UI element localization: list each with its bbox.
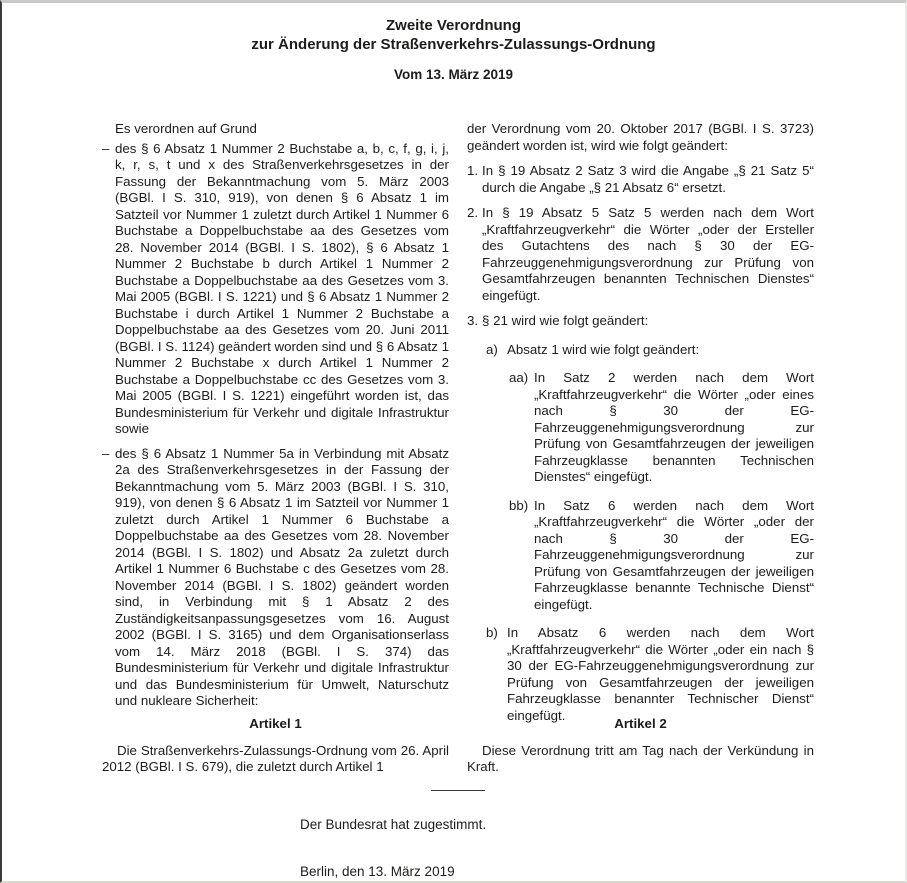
bundesrat-assent-line: Der Bundesrat hat zugestimmt. bbox=[300, 817, 487, 832]
list-item-dash-2 bbox=[102, 446, 449, 710]
item-marker: bb) bbox=[509, 497, 529, 513]
list-item-text: des § 6 Absatz 1 Nummer 5a in Verbindung mit Absatz 2a des Straßenverkehrsgesetzes in der Fassung der Bekanntmachung vom 5. März 2003 (BGBl. I S. 310, 919), von denen § 6 Absatz 1 im Satzteil vor Nummer 1 zuletzt durch Artikel 1 Nummer 6 Buchstabe a Doppelbuchstabe aa des Gesetzes vom 28. November 2014 (BGBl. I S. 1802) und Absatz 2a zuletzt durch Artikel 1 Nummer 6 Buchstabe c des Gesetzes vom 28. November 2014 (BGBl. I S. 1802) geändert worden sind, in Verbindung mit § 1 Absatz 2 des Zuständigkeitsanpassungsgesetzes vom 16. August 2002 (BGBl. I S. 3165) und dem Organisationserlass vom 14. März 2018 (BGBl. I S. 374) das Bundesministerium für Verkehr und digitale Infrastruktur und das Bundesministerium für Umwelt, Naturschutz und nukleare Sicherheit: bbox=[115, 445, 449, 708]
item-marker: b) bbox=[486, 625, 498, 640]
list-item-text: In § 19 Absatz 5 Satz 5 werden nach dem Wort „Kraftfahrzeugverkehr“ die Wörter „oder der Ersteller des Gutachtens des nach § 30 der EG-Fahrzeuggenehmigungsverordnung zur Prüfung von Gesamtfahrzeugen benannten Technischen Dienstes“ eingefügt. bbox=[482, 205, 814, 303]
list-item-text: In Absatz 6 werden nach dem Wort „Kraftfahrzeugverkehr“ die Wörter „oder ein nach § 30 der EG-Fahrzeuggenehmigungsverordnung zur Prüfung von Gesamtfahrzeugen der jeweiligen Fahrzeugklasse benannter Technischer Dienst“ eingefügt. bbox=[507, 625, 814, 723]
intro-paragraph: Es verordnen auf Grund bbox=[115, 121, 257, 136]
page-title bbox=[2, 16, 905, 54]
article-2-text: Diese Verordnung tritt am Tag nach der Verkündung in Kraft. bbox=[467, 742, 814, 774]
title-line-2: zur Änderung der Straßenverkehrs-Zulassungs-Ordnung bbox=[251, 36, 656, 53]
numbered-item-2 bbox=[467, 205, 814, 304]
list-item-text: In § 19 Absatz 2 Satz 3 wird die Angabe „§ 21 Satz 5“ durch die Angabe „§ 21 Absatz 6“ ersetzt. bbox=[482, 163, 814, 195]
continuation-paragraph: der Verordnung vom 20. Oktober 2017 (BGBl. I S. 3723) geändert worden ist, wird wie folgt geändert: bbox=[467, 121, 814, 153]
list-item-text: § 21 wird wie folgt geändert: bbox=[482, 313, 649, 328]
sub-sub-item-aa bbox=[509, 370, 814, 486]
article-1-block bbox=[102, 716, 449, 776]
article-1-text: Die Straßenverkehrs-Zulassungs-Ordnung vom 26. April 2012 (BGBl. I S. 679), die zuletzt durch Artikel 1 bbox=[102, 742, 449, 774]
numbered-item-1 bbox=[467, 163, 814, 196]
list-item-text: In Satz 2 werden nach dem Wort „Kraftfahrzeugverkehr“ die Wörter „oder eines nach § 30 der EG-Fahrzeuggenehmigungsverordnung zur Prüfung von Gesamtfahrzeugen der jeweiligen Fahrzeugklasse benannten Technischen Dienstes“ eingefügt. bbox=[534, 370, 814, 484]
sub-item-a bbox=[486, 342, 814, 359]
item-marker: 2. bbox=[467, 205, 479, 220]
item-marker: 1. bbox=[467, 163, 479, 178]
footer-separator-rule bbox=[431, 790, 485, 791]
sub-sub-item-bb bbox=[509, 498, 814, 614]
left-column bbox=[102, 121, 449, 724]
numbered-item-3 bbox=[467, 313, 814, 330]
place-date-line: Berlin, den 13. März 2019 bbox=[300, 864, 455, 879]
two-column-body bbox=[102, 121, 814, 724]
right-column bbox=[467, 121, 814, 724]
article-2-block bbox=[467, 716, 814, 776]
list-item-text: Absatz 1 wird wie folgt geändert: bbox=[507, 341, 700, 357]
title-line-1: Zweite Verordnung bbox=[385, 17, 521, 34]
list-item-text: des § 6 Absatz 1 Nummer 2 Buchstabe a, b, c, f, g, i, j, k, r, s, t und x des Straßenverkehrsgesetzes in der Fassung der Bekanntmachung vom 5. März 2003 (BGBl. I S. 310, 919), von denen § 6 Absatz 1 im Satzteil vor Nummer 1 zuletzt durch Artikel 1 Nummer 6 Buchstabe a Doppelbuchstabe aa des Gesetzes vom 28. November 2014 (BGBl. I S. 1802), § 6 Absatz 1 Nummer 2 Buchstabe b durch Artikel 1 Nummer 2 Buchstabe a Doppelbuchstabe aa des Gesetzes vom 3. Mai 2005 (BGBl. I S. 1221) und § 6 Absatz 1 Nummer 2 Buchstabe i durch Artikel 1 Nummer 2 Buchstabe a Doppelbuchstabe aa des Gesetzes vom 20. Juni 2011 (BGBl. I S. 1124) geändert worden sind und § 6 Absatz 1 Nummer 2 Buchstabe x durch Artikel 1 Nummer 2 Buchstabe a Doppelbuchstabe cc des Gesetzes vom 3. Mai 2005 (BGBl. I S. 1221) eingeführt worden ist, das Bundesministerium für Verkehr und digitale Infrastruktur sowie bbox=[115, 140, 449, 436]
list-item-text: In Satz 6 werden nach dem Wort „Kraftfahrzeugverkehr“ die Wörter „oder der nach § 30 der EG-Fahrzeuggenehmigungsverordnung zur Prüfung von Gesamtfahrzeugen der jeweiligen Fahrzeugklasse benannte Technische Dienst“ eingefügt. bbox=[534, 497, 814, 612]
sub-item-b bbox=[486, 625, 814, 724]
item-marker: aa) bbox=[509, 370, 529, 385]
item-marker: 3. bbox=[467, 313, 479, 328]
dash-marker: – bbox=[102, 140, 110, 156]
item-marker: a) bbox=[486, 341, 498, 357]
list-item-dash-1 bbox=[102, 141, 449, 438]
article-2-heading: Artikel 2 bbox=[614, 716, 667, 731]
dash-marker: – bbox=[102, 445, 110, 461]
date-line: Vom 13. März 2019 bbox=[393, 67, 514, 82]
article-1-heading: Artikel 1 bbox=[249, 716, 302, 731]
